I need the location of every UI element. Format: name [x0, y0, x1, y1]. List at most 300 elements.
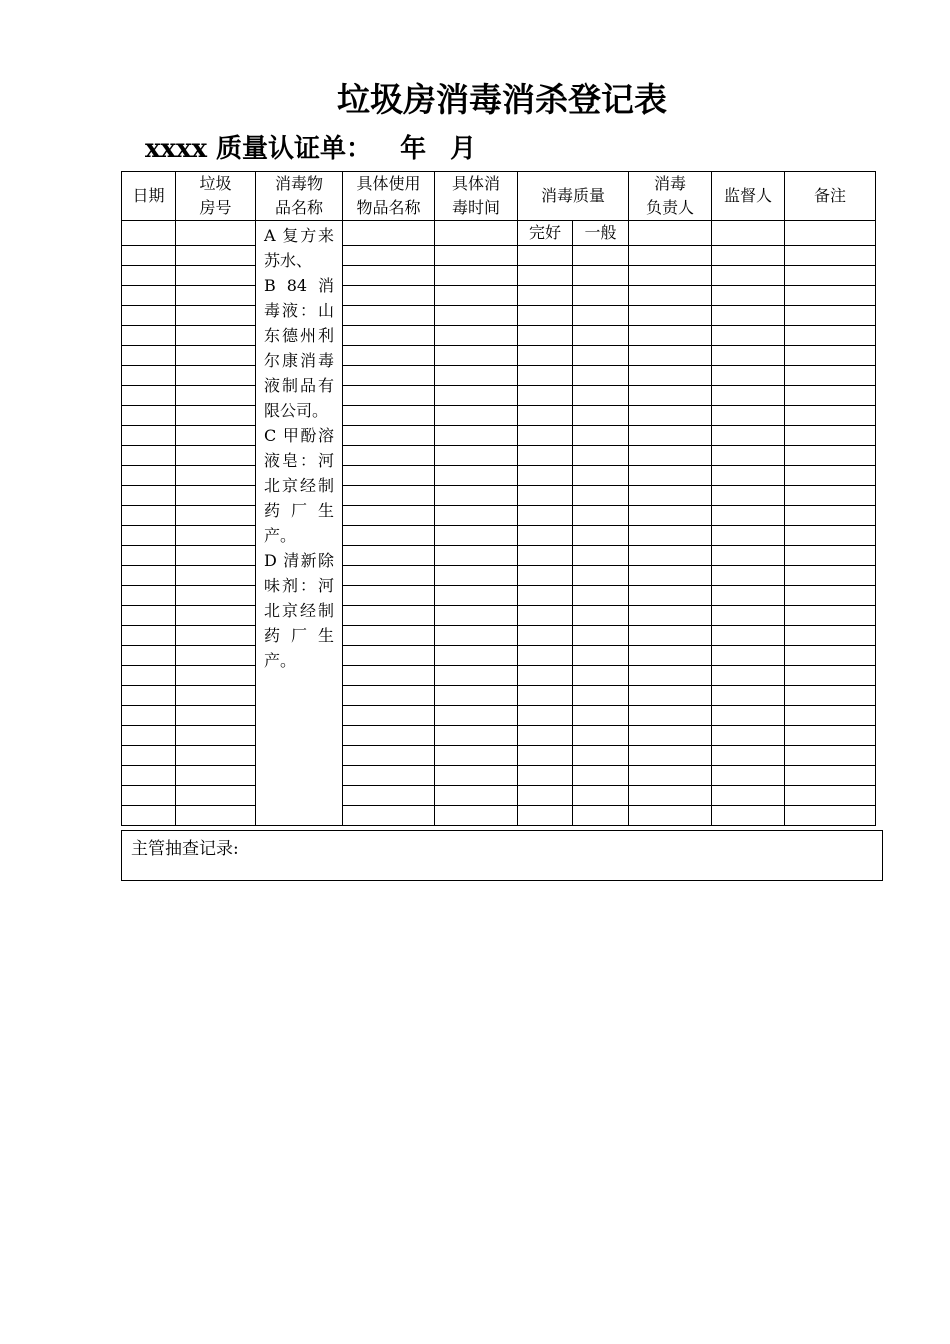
remarks-cell[interactable]: [785, 446, 876, 466]
quality-fair-cell[interactable]: [573, 766, 629, 786]
quality-good-cell[interactable]: [518, 346, 573, 366]
date-cell[interactable]: [122, 806, 176, 826]
responsible-cell[interactable]: [629, 626, 712, 646]
responsible-cell[interactable]: [629, 306, 712, 326]
quality-good-cell[interactable]: [518, 306, 573, 326]
used-item-cell[interactable]: [343, 766, 435, 786]
responsible-cell[interactable]: [629, 221, 712, 246]
responsible-cell[interactable]: [629, 446, 712, 466]
time-cell[interactable]: [435, 586, 518, 606]
room-no-cell[interactable]: [176, 566, 256, 586]
quality-fair-cell[interactable]: [573, 346, 629, 366]
room-no-cell[interactable]: [176, 426, 256, 446]
quality-fair-cell[interactable]: [573, 686, 629, 706]
used-item-cell[interactable]: [343, 626, 435, 646]
supervisor-cell[interactable]: [712, 426, 785, 446]
time-cell[interactable]: [435, 426, 518, 446]
time-cell[interactable]: [435, 386, 518, 406]
table-row: [122, 466, 876, 486]
responsible-cell[interactable]: [629, 806, 712, 826]
room-no-cell[interactable]: [176, 486, 256, 506]
quality-fair-cell[interactable]: [573, 666, 629, 686]
remarks-cell[interactable]: [785, 266, 876, 286]
responsible-cell[interactable]: [629, 786, 712, 806]
supervisor-cell[interactable]: [712, 746, 785, 766]
supervisor-cell[interactable]: [712, 326, 785, 346]
quality-good-cell[interactable]: [518, 586, 573, 606]
time-cell[interactable]: [435, 326, 518, 346]
quality-fair-cell[interactable]: [573, 286, 629, 306]
quality-fair-cell[interactable]: [573, 266, 629, 286]
date-cell[interactable]: [122, 221, 176, 246]
table-row: [122, 486, 876, 506]
used-item-cell[interactable]: [343, 526, 435, 546]
product-item: C 甲酚溶液皂：河北京经制药厂生产。: [264, 426, 334, 545]
quality-fair-cell[interactable]: [573, 246, 629, 266]
responsible-cell[interactable]: [629, 646, 712, 666]
remarks-cell[interactable]: [785, 506, 876, 526]
time-cell[interactable]: [435, 286, 518, 306]
date-cell[interactable]: [122, 626, 176, 646]
quality-good-cell[interactable]: [518, 546, 573, 566]
quality-fair-cell[interactable]: [573, 306, 629, 326]
responsible-cell[interactable]: [629, 326, 712, 346]
supervisor-cell[interactable]: [712, 766, 785, 786]
quality-good-cell[interactable]: [518, 666, 573, 686]
supervisor-cell[interactable]: [712, 286, 785, 306]
table-row: [122, 526, 876, 546]
supervisor-cell[interactable]: [712, 366, 785, 386]
used-item-cell[interactable]: [343, 221, 435, 246]
table-row: [122, 606, 876, 626]
remarks-cell[interactable]: [785, 586, 876, 606]
time-cell[interactable]: [435, 806, 518, 826]
used-item-cell[interactable]: [343, 406, 435, 426]
remarks-cell[interactable]: [785, 286, 876, 306]
time-cell[interactable]: [435, 706, 518, 726]
quality-good-cell[interactable]: [518, 426, 573, 446]
table-row: [122, 746, 876, 766]
time-cell[interactable]: [435, 346, 518, 366]
used-item-cell[interactable]: [343, 586, 435, 606]
responsible-cell[interactable]: [629, 546, 712, 566]
date-cell[interactable]: [122, 686, 176, 706]
quality-fair-cell[interactable]: [573, 386, 629, 406]
quality-good-cell[interactable]: [518, 746, 573, 766]
remarks-cell[interactable]: [785, 346, 876, 366]
time-cell[interactable]: [435, 546, 518, 566]
used-item-cell[interactable]: [343, 606, 435, 626]
time-cell[interactable]: [435, 221, 518, 246]
remarks-cell[interactable]: [785, 426, 876, 446]
quality-fair-cell[interactable]: [573, 486, 629, 506]
used-item-cell[interactable]: [343, 246, 435, 266]
time-cell[interactable]: [435, 786, 518, 806]
responsible-cell[interactable]: [629, 606, 712, 626]
time-cell[interactable]: [435, 506, 518, 526]
used-item-cell[interactable]: [343, 486, 435, 506]
time-cell[interactable]: [435, 606, 518, 626]
table-row: [122, 366, 876, 386]
remarks-cell[interactable]: [785, 221, 876, 246]
quality-good-cell[interactable]: [518, 366, 573, 386]
used-item-cell[interactable]: [343, 686, 435, 706]
quality-good-cell[interactable]: [518, 246, 573, 266]
time-cell[interactable]: [435, 306, 518, 326]
remarks-cell[interactable]: [785, 566, 876, 586]
remarks-cell[interactable]: [785, 726, 876, 746]
date-cell[interactable]: [122, 266, 176, 286]
date-cell[interactable]: [122, 566, 176, 586]
table-row: [122, 566, 876, 586]
used-item-cell[interactable]: [343, 386, 435, 406]
remarks-cell[interactable]: [785, 766, 876, 786]
remarks-cell[interactable]: [785, 706, 876, 726]
quality-fair-cell[interactable]: [573, 506, 629, 526]
quality-good-cell[interactable]: [518, 406, 573, 426]
header-responsible: 消毒 负责人: [629, 172, 712, 221]
used-item-cell[interactable]: [343, 786, 435, 806]
table-row: [122, 446, 876, 466]
used-item-cell[interactable]: [343, 806, 435, 826]
time-cell[interactable]: [435, 266, 518, 286]
room-no-cell[interactable]: [176, 406, 256, 426]
supervisor-cell[interactable]: [712, 221, 785, 246]
room-no-cell[interactable]: [176, 346, 256, 366]
table-row: [122, 806, 876, 826]
quality-good-cell[interactable]: [518, 766, 573, 786]
time-cell[interactable]: [435, 446, 518, 466]
header-remarks: 备注: [785, 172, 876, 221]
date-cell[interactable]: [122, 786, 176, 806]
room-no-cell[interactable]: [176, 686, 256, 706]
quality-fair-cell[interactable]: [573, 746, 629, 766]
supervisor-cell[interactable]: [712, 726, 785, 746]
date-cell[interactable]: [122, 426, 176, 446]
quality-good-cell[interactable]: [518, 446, 573, 466]
used-item-cell[interactable]: [343, 286, 435, 306]
time-cell[interactable]: [435, 726, 518, 746]
date-cell[interactable]: [122, 346, 176, 366]
quality-fair-cell[interactable]: [573, 606, 629, 626]
room-no-cell[interactable]: [176, 266, 256, 286]
room-no-cell[interactable]: [176, 466, 256, 486]
responsible-cell[interactable]: [629, 246, 712, 266]
date-cell[interactable]: [122, 366, 176, 386]
time-cell[interactable]: [435, 246, 518, 266]
date-cell[interactable]: [122, 766, 176, 786]
used-item-cell[interactable]: [343, 666, 435, 686]
table-row: [122, 386, 876, 406]
used-item-cell[interactable]: [343, 326, 435, 346]
room-no-cell[interactable]: [176, 606, 256, 626]
quality-fair-cell[interactable]: [573, 366, 629, 386]
header-time: 具体消 毒时间: [435, 172, 518, 221]
quality-good-cell[interactable]: [518, 566, 573, 586]
quality-fair-cell[interactable]: [573, 426, 629, 446]
responsible-cell[interactable]: [629, 346, 712, 366]
supervisor-cell[interactable]: [712, 646, 785, 666]
quality-good-cell[interactable]: [518, 486, 573, 506]
date-cell[interactable]: [122, 726, 176, 746]
remarks-cell[interactable]: [785, 486, 876, 506]
responsible-cell[interactable]: [629, 706, 712, 726]
used-item-cell[interactable]: [343, 546, 435, 566]
supervisor-cell[interactable]: [712, 386, 785, 406]
used-item-cell[interactable]: [343, 306, 435, 326]
table-row: [122, 286, 876, 306]
quality-fair-cell[interactable]: [573, 406, 629, 426]
supervisor-cell[interactable]: [712, 446, 785, 466]
quality-fair-cell[interactable]: [573, 786, 629, 806]
quality-good-label: 完好: [518, 221, 573, 246]
supervisor-cell[interactable]: [712, 266, 785, 286]
supervisor-cell[interactable]: [712, 626, 785, 646]
register-table: [121, 171, 876, 826]
supervisor-cell[interactable]: [712, 246, 785, 266]
quality-good-cell[interactable]: [518, 706, 573, 726]
quality-good-cell[interactable]: [518, 326, 573, 346]
table-row: [122, 686, 876, 706]
date-cell[interactable]: [122, 246, 176, 266]
quality-fair-cell[interactable]: [573, 526, 629, 546]
quality-good-cell[interactable]: [518, 786, 573, 806]
responsible-cell[interactable]: [629, 466, 712, 486]
remarks-cell[interactable]: [785, 526, 876, 546]
used-item-cell[interactable]: [343, 746, 435, 766]
responsible-cell[interactable]: [629, 386, 712, 406]
used-item-cell[interactable]: [343, 646, 435, 666]
time-cell[interactable]: [435, 686, 518, 706]
quality-good-cell[interactable]: [518, 506, 573, 526]
date-cell[interactable]: [122, 506, 176, 526]
room-no-cell[interactable]: [176, 506, 256, 526]
room-no-cell[interactable]: [176, 286, 256, 306]
date-cell[interactable]: [122, 526, 176, 546]
supervisor-cell[interactable]: [712, 546, 785, 566]
supervisor-cell[interactable]: [712, 586, 785, 606]
time-cell[interactable]: [435, 566, 518, 586]
time-cell[interactable]: [435, 626, 518, 646]
supervisor-check-box[interactable]: [121, 830, 883, 881]
responsible-cell[interactable]: [629, 666, 712, 686]
time-cell[interactable]: [435, 406, 518, 426]
responsible-cell[interactable]: [629, 506, 712, 526]
header-quality: 消毒质量: [518, 172, 629, 221]
quality-good-cell[interactable]: [518, 606, 573, 626]
responsible-cell[interactable]: [629, 726, 712, 746]
header-product-name: 消毒物 品名称: [256, 172, 343, 221]
room-no-cell[interactable]: [176, 306, 256, 326]
room-no-cell[interactable]: [176, 366, 256, 386]
used-item-cell[interactable]: [343, 466, 435, 486]
remarks-cell[interactable]: [785, 306, 876, 326]
quality-fair-cell[interactable]: [573, 546, 629, 566]
responsible-cell[interactable]: [629, 266, 712, 286]
time-cell[interactable]: [435, 366, 518, 386]
remarks-cell[interactable]: [785, 666, 876, 686]
quality-good-cell[interactable]: [518, 526, 573, 546]
room-no-cell[interactable]: [176, 246, 256, 266]
remarks-cell[interactable]: [785, 546, 876, 566]
responsible-cell[interactable]: [629, 406, 712, 426]
supervisor-cell[interactable]: [712, 506, 785, 526]
room-no-cell[interactable]: [176, 746, 256, 766]
table-row: [122, 406, 876, 426]
time-cell[interactable]: [435, 486, 518, 506]
supervisor-cell[interactable]: [712, 566, 785, 586]
supervisor-cell[interactable]: [712, 666, 785, 686]
quality-fair-cell[interactable]: [573, 566, 629, 586]
room-no-cell[interactable]: [176, 646, 256, 666]
quality-good-cell[interactable]: [518, 466, 573, 486]
quality-fair-cell[interactable]: [573, 326, 629, 346]
used-item-cell[interactable]: [343, 506, 435, 526]
quality-fair-cell[interactable]: [573, 646, 629, 666]
room-no-cell[interactable]: [176, 726, 256, 746]
room-no-cell[interactable]: [176, 786, 256, 806]
time-cell[interactable]: [435, 526, 518, 546]
responsible-cell[interactable]: [629, 426, 712, 446]
used-item-cell[interactable]: [343, 426, 435, 446]
table-row: [122, 586, 876, 606]
supervisor-cell[interactable]: [712, 606, 785, 626]
date-cell[interactable]: [122, 306, 176, 326]
room-no-cell[interactable]: [176, 326, 256, 346]
room-no-cell[interactable]: [176, 626, 256, 646]
time-cell[interactable]: [435, 746, 518, 766]
quality-good-cell[interactable]: [518, 686, 573, 706]
remarks-cell[interactable]: [785, 466, 876, 486]
quality-fair-cell[interactable]: [573, 706, 629, 726]
supervisor-cell[interactable]: [712, 306, 785, 326]
remarks-cell[interactable]: [785, 366, 876, 386]
header-date: 日期: [122, 172, 176, 221]
quality-good-cell[interactable]: [518, 626, 573, 646]
quality-fair-cell[interactable]: [573, 466, 629, 486]
date-cell[interactable]: [122, 586, 176, 606]
room-no-cell[interactable]: [176, 446, 256, 466]
used-item-cell[interactable]: [343, 726, 435, 746]
responsible-cell[interactable]: [629, 486, 712, 506]
responsible-cell[interactable]: [629, 586, 712, 606]
remarks-cell[interactable]: [785, 686, 876, 706]
responsible-cell[interactable]: [629, 686, 712, 706]
used-item-cell[interactable]: [343, 346, 435, 366]
remarks-cell[interactable]: [785, 746, 876, 766]
room-no-cell[interactable]: [176, 526, 256, 546]
supervisor-cell[interactable]: [712, 786, 785, 806]
room-no-cell[interactable]: [176, 806, 256, 826]
product-item: A 复方来苏水、: [264, 226, 334, 270]
responsible-cell[interactable]: [629, 746, 712, 766]
quality-fair-cell[interactable]: [573, 626, 629, 646]
quality-good-cell[interactable]: [518, 286, 573, 306]
quality-good-cell[interactable]: [518, 726, 573, 746]
time-cell[interactable]: [435, 666, 518, 686]
date-cell[interactable]: [122, 746, 176, 766]
date-cell[interactable]: [122, 406, 176, 426]
supervisor-cell[interactable]: [712, 486, 785, 506]
date-cell[interactable]: [122, 706, 176, 726]
room-no-cell[interactable]: [176, 766, 256, 786]
remarks-cell[interactable]: [785, 326, 876, 346]
table-row: [122, 266, 876, 286]
used-item-cell[interactable]: [343, 446, 435, 466]
supervisor-cell[interactable]: [712, 466, 785, 486]
room-no-cell[interactable]: [176, 706, 256, 726]
date-cell[interactable]: [122, 446, 176, 466]
quality-good-cell[interactable]: [518, 386, 573, 406]
date-cell[interactable]: [122, 326, 176, 346]
room-no-cell[interactable]: [176, 386, 256, 406]
table-row: [122, 546, 876, 566]
room-no-cell[interactable]: [176, 666, 256, 686]
date-cell[interactable]: [122, 386, 176, 406]
remarks-cell[interactable]: [785, 806, 876, 826]
responsible-cell[interactable]: [629, 366, 712, 386]
room-no-cell[interactable]: [176, 221, 256, 246]
date-cell[interactable]: [122, 606, 176, 626]
date-cell[interactable]: [122, 546, 176, 566]
time-cell[interactable]: [435, 766, 518, 786]
table-row: [122, 786, 876, 806]
date-cell[interactable]: [122, 666, 176, 686]
date-cell[interactable]: [122, 646, 176, 666]
remarks-cell[interactable]: [785, 626, 876, 646]
remarks-cell[interactable]: [785, 786, 876, 806]
supervisor-cell[interactable]: [712, 346, 785, 366]
supervisor-cell[interactable]: [712, 706, 785, 726]
supervisor-cell[interactable]: [712, 526, 785, 546]
supervisor-cell[interactable]: [712, 406, 785, 426]
quality-good-cell[interactable]: [518, 266, 573, 286]
room-no-cell[interactable]: [176, 586, 256, 606]
page-title: 垃圾房消毒消杀登记表: [337, 80, 667, 119]
responsible-cell[interactable]: [629, 566, 712, 586]
responsible-cell[interactable]: [629, 286, 712, 306]
time-cell[interactable]: [435, 646, 518, 666]
time-cell[interactable]: [435, 466, 518, 486]
quality-fair-cell[interactable]: [573, 806, 629, 826]
used-item-cell[interactable]: [343, 566, 435, 586]
remarks-cell[interactable]: [785, 646, 876, 666]
responsible-cell[interactable]: [629, 526, 712, 546]
quality-fair-cell[interactable]: [573, 726, 629, 746]
remarks-cell[interactable]: [785, 406, 876, 426]
responsible-cell[interactable]: [629, 766, 712, 786]
remarks-cell[interactable]: [785, 386, 876, 406]
used-item-cell[interactable]: [343, 366, 435, 386]
table-row: [122, 221, 876, 246]
quality-good-cell[interactable]: [518, 646, 573, 666]
table-row: [122, 346, 876, 366]
remarks-cell[interactable]: [785, 606, 876, 626]
date-cell[interactable]: [122, 466, 176, 486]
quality-fair-cell[interactable]: [573, 446, 629, 466]
room-no-cell[interactable]: [176, 546, 256, 566]
header-room-no: 垃圾 房号: [176, 172, 256, 221]
used-item-cell[interactable]: [343, 266, 435, 286]
quality-fair-cell[interactable]: [573, 586, 629, 606]
supervisor-cell[interactable]: [712, 806, 785, 826]
remarks-cell[interactable]: [785, 246, 876, 266]
date-cell[interactable]: [122, 286, 176, 306]
used-item-cell[interactable]: [343, 706, 435, 726]
date-cell[interactable]: [122, 486, 176, 506]
quality-good-cell[interactable]: [518, 806, 573, 826]
supervisor-cell[interactable]: [712, 686, 785, 706]
